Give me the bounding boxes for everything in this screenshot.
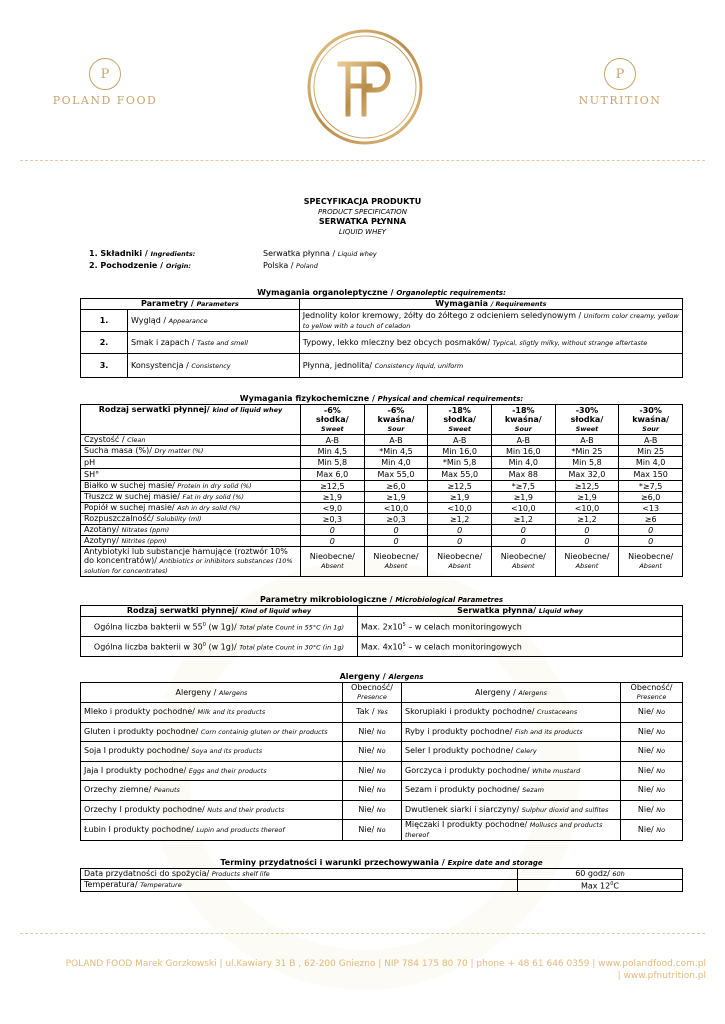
column-header: -6% słodka/ Sweet xyxy=(301,405,365,435)
ingredient-row: 2. Pochodzenie / Origin: Polska / Poland xyxy=(89,261,318,270)
table-row: 3. Konsystencja / Consistency Płynna, jednolita/ Consistency liquid, uniform xyxy=(81,354,683,378)
header xyxy=(0,0,725,160)
table-row: 2. Smak i zapach / Taste and smell Typowy, lekko mleczny bez obcych posmaków/ Typical, sligtly milky, without strange aftertaste xyxy=(81,332,683,354)
table-row: Jaja I produkty pochodne/ Eggs and their products Nie/ No Gorczyca i produkty pochodne/ White mustard Nie/ No xyxy=(81,761,683,781)
nutrition-logo-text: NUTRITION xyxy=(578,94,662,107)
physchem-title: Wymagania fizykochemiczne / Physical and chemical requirements: xyxy=(239,394,524,403)
allergens-title: Alergeny / Alergens xyxy=(339,672,424,681)
title-main-en: PRODUCT SPECIFICATION xyxy=(318,208,407,216)
footer-website: | www.pfnutrition.pl xyxy=(617,971,706,981)
table-row: Łubin I produkty pochodne/ Lupin and products thereof Nie/ No Mięczaki I produkty pochodne/ Molluscs and products thereof Nie/ No xyxy=(81,820,683,841)
allergens-table xyxy=(80,682,683,841)
table-row: Temperatura/ Temperature Max $12^0C$ xyxy=(81,880,683,892)
poland-food-logo xyxy=(50,58,160,107)
micro-table xyxy=(80,605,683,657)
table-header: Alergeny / Alergens Obecność/ Presence Alergeny / Alergens Obecność/ Presence xyxy=(81,683,683,703)
table-row: Antybiotyki lub substancje hamujące (roztwór 10% do koncentratów)/ Antibiotics or inhibitors substances (10% solution for concentrates) Nieobecne/ Absent Nieobecne/ Absent Nieobecne/ Absent Nieobecne/ Absent Nieobecne/ Absent Nieobecne/ Absent xyxy=(81,547,683,577)
table-header: Parametry / Parameters Wymagania / Requirements xyxy=(81,299,683,310)
organoleptic-table xyxy=(80,298,683,378)
ingredients-block xyxy=(87,247,379,273)
physchem-table xyxy=(80,404,683,577)
product-name-en: LIQUID WHEY xyxy=(338,228,387,236)
storage-table xyxy=(80,868,683,892)
table-row: Mleko i produkty pochodne/ Milk and its products Tak / Yes Skorupiaki i produkty pochodne/ Crustaceans Nie/ No xyxy=(81,703,683,723)
storage-title: Terminy przydatności i warunki przechowywania / Expire date and storage xyxy=(220,858,543,867)
column-header: -6% kwaśna/ Sour xyxy=(364,405,428,435)
column-header: -18% kwaśna/ Sour xyxy=(491,405,555,435)
table-row: 1. Wygląd / Appearance Jednolity kolor kremowy, żółty do żółtego z odcieniem seledynowym / Uniform color creamy, yellow to yellow with a touch of celadon xyxy=(81,310,683,332)
nutrition-logo xyxy=(565,58,675,107)
table-row: SH° Max 6,0 Max 55,0 Max 55,0 Max 88 Max 32,0 Max 150 xyxy=(81,469,683,481)
organoleptic-title: Wymagania organoleptyczne / Organoleptic requirements: xyxy=(257,288,506,297)
table-row: Azotyny/ Nitrites (ppm) 0 0 0 0 0 0 xyxy=(81,536,683,547)
ingredient-row: 1. Składniki / Ingredients: Serwatka płynna / Liquid whey xyxy=(89,249,377,258)
table-row: Tłuszcz w suchej masie/ Fat in dry solid (%) ≥1,9 ≥1,9 ≥1,9 ≥1,9 ≥1,9 ≥6,0 xyxy=(81,492,683,503)
table-row: Ogólna liczba bakterii w $55^0$ (w 1g)/ Total plate Count in 55°C (in 1g) Max. $2x10^5$ – w celach monitoringowych xyxy=(81,617,683,637)
poland-food-logo-text: POLAND FOOD xyxy=(52,94,158,107)
footer xyxy=(20,958,706,982)
table-row: Azotany/ Nitrates (ppm) 0 0 0 0 0 0 xyxy=(81,525,683,536)
table-header: Rodzaj serwatki płynnej/ kind of liquid whey -6% słodka/ Sweet -6% kwaśna/ Sour -18% słodka/ Sweet -18% kwaśna/ Sour -30% słodka/ Sweet -30% kwaśna/ Sour xyxy=(81,405,683,435)
table-row: Soja I produkty pochodne/ Soya and its products Nie/ No Seler I produkty pochodne/ Celery Nie/ No xyxy=(81,742,683,762)
table-row: Orzechy I produkty pochodne/ Nuts and their products Nie/ No Dwutlenek siarki i siarczyny/ Sulphur dioxid and sulfites Nie/ No xyxy=(81,800,683,820)
pf-mark-icon: P xyxy=(89,58,121,90)
table-row: Białko w suchej masie/ Protein in dry solid (%) ≥12,5 ≥6,0 ≥12,5 *≥7,5 ≥12,5 *≥7,5 xyxy=(81,481,683,492)
table-row: Czystość / Clean A-B A-B A-B A-B A-B A-B xyxy=(81,435,683,446)
table-row: pH Min 5,8 Min 4,0 *Min 5,8 Min 4,0 Min 5,8 Min 4,0 xyxy=(81,457,683,469)
table-header: Rodzaj serwatki płynnej/ Kind of liquid whey Serwatka płynna/ Liquid whey xyxy=(81,606,683,617)
table-row: Ogólna liczba bakterii w $30^0$ (w 1g)/ Total plate Count in 30°C (in 1g) Max. $4x10^5$ – w celach monitoringowych xyxy=(81,637,683,657)
column-header: -30% kwaśna/ Sour xyxy=(619,405,683,435)
header-divider xyxy=(20,160,705,161)
micro-title: Parametry mikrobiologiczne / Microbiological Parametres xyxy=(259,595,504,604)
pf-mark-icon: P xyxy=(604,58,636,90)
table-row: Gluten i produkty pochodne/ Corn containig gluten or their products Nie/ No Ryby i produkty pochodne/ Fish and its products Nie/ No xyxy=(81,722,683,742)
table-row: Rozpuszczalność/ Solubility (ml) ≥0,3 ≥0,3 ≥1,2 ≥1,2 ≥1,2 ≥6 xyxy=(81,514,683,525)
column-header: -30% słodka/ Sweet xyxy=(555,405,619,435)
product-name: SERWATKA PŁYNNA xyxy=(318,217,407,226)
column-header: -18% słodka/ Sweet xyxy=(428,405,492,435)
table-row: Popiół w suchej masie/ Ash in dry solid (%) <9,0 <10,0 <10,0 <10,0 <10,0 <13 xyxy=(81,503,683,514)
footer-divider xyxy=(20,933,705,934)
table-row: Sucha masa (%)/ Dry matter (%) Min 4,5 *Min 4,5 Min 16,0 Min 16,0 *Min 25 Min 25 xyxy=(81,446,683,457)
document-title xyxy=(0,197,725,237)
table-row: Data przydatności do spożycia/ Products shelf life 60 godz/ 60h xyxy=(81,869,683,880)
pf-main-logo-icon xyxy=(306,28,424,146)
footer-address: POLAND FOOD Marek Gorzkowski | ul.Kawiary 31 B , 62-200 Gniezno | NIP 784 175 80 70 | phone + 48 61 646 0359 | www.polandfood.com.pl xyxy=(65,959,706,969)
title-main: SPECYFIKACJA PRODUKTU xyxy=(303,197,422,206)
table-row: Orzechy ziemne/ Peanuts Nie/ No Sezam i produkty pochodne/ Sezam Nie/ No xyxy=(81,781,683,801)
